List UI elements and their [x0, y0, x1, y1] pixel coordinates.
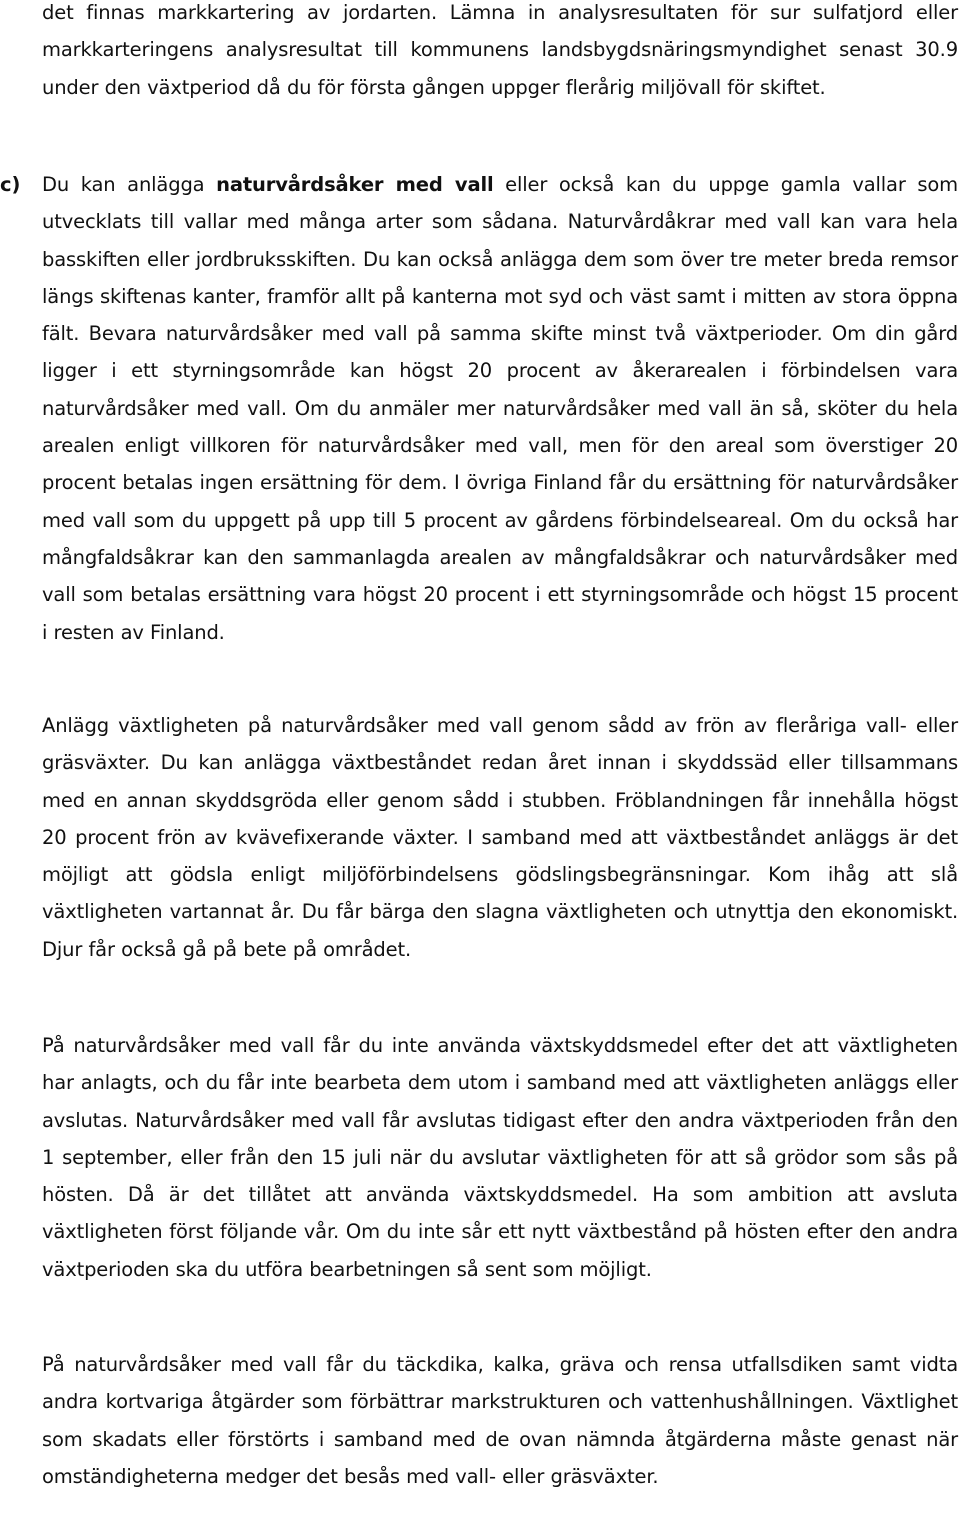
- list-item-c: [0, 166, 958, 651]
- paragraph-anlagg: Anlägg växtligheten på naturvårdsåker med vall genom sådd av frön av fleråriga vall- eller gräsväxter. Du kan anlägga växtbeståndet redan året innan i skyddssäd eller tillsammans med en annan skyddsgröda eller genom sådd i stubben. Fröblandningen får innehålla högst 20 procent frön av kvävefixerande växter. I samband med att växtbeståndet anläggs är det möjligt att gödsla enligt miljöförbindelsens gödslingsbegränsningar. Kom ihåg att slå växtligheten vartannat år. Du får bärga den slagna växtligheten och utnyttja den ekonomiskt. Djur får också gå på bete på området.: [42, 714, 958, 961]
- list-item-c-text: [42, 166, 958, 651]
- item-c-text-rest: eller också kan du uppge gamla vallar som utvecklats till vallar med många arter som sådana. Naturvårdåkrar med vall kan vara hela basskiften eller jordbruksskiften. Du kan också anlägga dem som över tre meter breda remsor längs skiftenas kanter, framför allt på kanterna mot syd och väst samt i mitten av stora öppna fält. Bevara naturvårdsåker med vall på samma skifte minst två växtperioder. Om din gård ligger i ett styrningsområde kan högst 20 procent av åkerarealen i förbindelsen vara naturvårdsåker med vall. Om du anmäler mer naturvårdsåker med vall än så, sköter du hela arealen enligt villkoren för naturvårdsåker med vall, men för den areal som överstiger 20 procent betalas ingen ersättning för dem. I övriga Finland får du ersättning för naturvårdsåker med vall som du uppgett på upp till 5 procent av gårdens förbindelseareal. Om du också har mångfaldsåkrar kan den sammanlagda arealen av mångfaldsåkrar och naturvårdsåker med vall som betalas ersättning vara högst 20 procent i ett styrningsområde och högst 15 procent i resten av Finland.: [42, 173, 958, 644]
- paragraph-vaxtskydd: På naturvårdsåker med vall får du inte använda växtskyddsmedel efter det att växtligheten har anlagts, och du får inte bearbeta dem utom i samband med att växtligheten anläggs eller avslutas. Naturvårdsåker med vall får avslutas tidigast efter den andra växtperioden från den 1 september, eller från den 15 juli när du avslutar växtligheten för att så grödor som sås på hösten. Då är det tillåtet att använda växtskyddsmedel. Ha som ambition att avsluta växtligheten först följande vår. Om du inte sår ett nytt växtbestånd på hösten efter den andra växtperioden ska du utföra bearbetningen så sent som möjligt.: [42, 1034, 958, 1281]
- paragraph-intro: det finnas markkartering av jordarten. Lämna in analysresultaten för sur sulfatjord eller markkarteringens analysresultat till kommunens landsbygdsnäringsmyndighet senast 30.9 under den växtperiod då du för första gången uppger flerårig miljövall för skiftet.: [42, 1, 958, 99]
- paragraph-tackdika: På naturvårdsåker med vall får du täckdika, kalka, gräva och rensa utfallsdiken samt vidta andra kortvariga åtgärder som förbättrar markstrukturen och vattenhushållningen. Växtlighet som skadats eller förstörts i samband med de ovan nämnda åtgärderna måste genast när omständigheterna medger det besås med vall- eller gräsväxter.: [42, 1353, 958, 1488]
- item-c-text-start: Du kan anlägga: [42, 173, 217, 196]
- item-c-bold-term: naturvårdsåker med vall: [216, 173, 494, 196]
- list-marker: c): [0, 173, 21, 196]
